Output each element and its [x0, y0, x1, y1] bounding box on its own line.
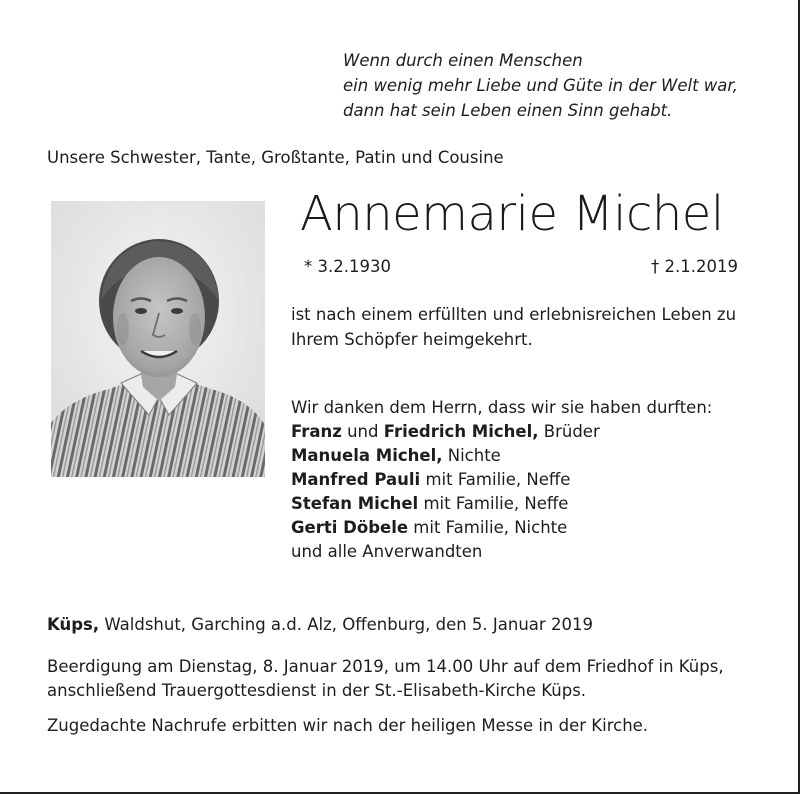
- place-date-line: [47, 615, 593, 634]
- funeral-line: anschließend Trauergottesdienst in der St.-Elisabeth-Kirche Küps.: [47, 681, 587, 700]
- mourner-entry: [291, 420, 712, 444]
- mourner-connector: und: [341, 422, 384, 441]
- place-rest: Waldshut, Garching a.d. Alz, Offenburg, den 5. Januar 2019: [99, 615, 593, 634]
- mourners-list: [291, 396, 712, 564]
- relatives-text: und alle Anverwandten: [291, 542, 483, 561]
- intro-text: Unsere Schwester, Tante, Großtante, Patin und Cousine: [47, 148, 504, 167]
- quote-line: dann hat sein Leben einen Sinn gehabt.: [343, 101, 673, 120]
- mourner-name: Friedrich Michel,: [383, 422, 539, 441]
- quote-line: ein wenig mehr Liebe und Güte in der Welt war,: [343, 76, 738, 95]
- mourner-relation: mit Familie, Neffe: [418, 494, 569, 513]
- mourner-relation: Brüder: [538, 422, 600, 441]
- mourner-name: Manuela Michel,: [291, 446, 443, 465]
- mourner-entry: [291, 492, 712, 516]
- birth-date: * 3.2.1930: [304, 257, 391, 276]
- place-town: Küps,: [47, 615, 100, 634]
- funeral-line: Beerdigung am Dienstag, 8. Januar 2019, um 14.00 Uhr auf dem Friedhof in Küps,: [47, 657, 724, 676]
- passing-line: Ihrem Schöpfer heimgekehrt.: [291, 330, 533, 349]
- passing-line: ist nach einem erfüllten und erlebnisreichen Leben zu: [291, 305, 737, 324]
- deceased-name: Annemarie Michel: [300, 186, 724, 242]
- mourner-name: Manfred Pauli: [291, 470, 421, 489]
- mourner-entry: [291, 468, 712, 492]
- mourner-name: Franz: [291, 422, 342, 441]
- passing-text: [291, 302, 736, 352]
- mourner-relation: mit Familie, Neffe: [420, 470, 571, 489]
- mourner-relation: Nichte: [442, 446, 501, 465]
- thanks-text: Wir danken dem Herrn, dass wir sie haben durften:: [291, 398, 713, 417]
- funeral-info: [47, 655, 724, 703]
- mourner-relation: mit Familie, Nichte: [408, 518, 568, 537]
- mourner-name: Gerti Döbele: [291, 518, 409, 537]
- mourner-entry: [291, 516, 712, 540]
- death-date: † 2.1.2019: [651, 257, 738, 276]
- closing-text: Zugedachte Nachrufe erbitten wir nach der heiligen Messe in der Kirche.: [47, 716, 649, 735]
- memorial-quote: [343, 48, 738, 123]
- mourner-entry: [291, 444, 712, 468]
- quote-line: Wenn durch einen Menschen: [343, 51, 583, 70]
- portrait-photo: [51, 201, 265, 477]
- mourner-name: Stefan Michel: [291, 494, 419, 513]
